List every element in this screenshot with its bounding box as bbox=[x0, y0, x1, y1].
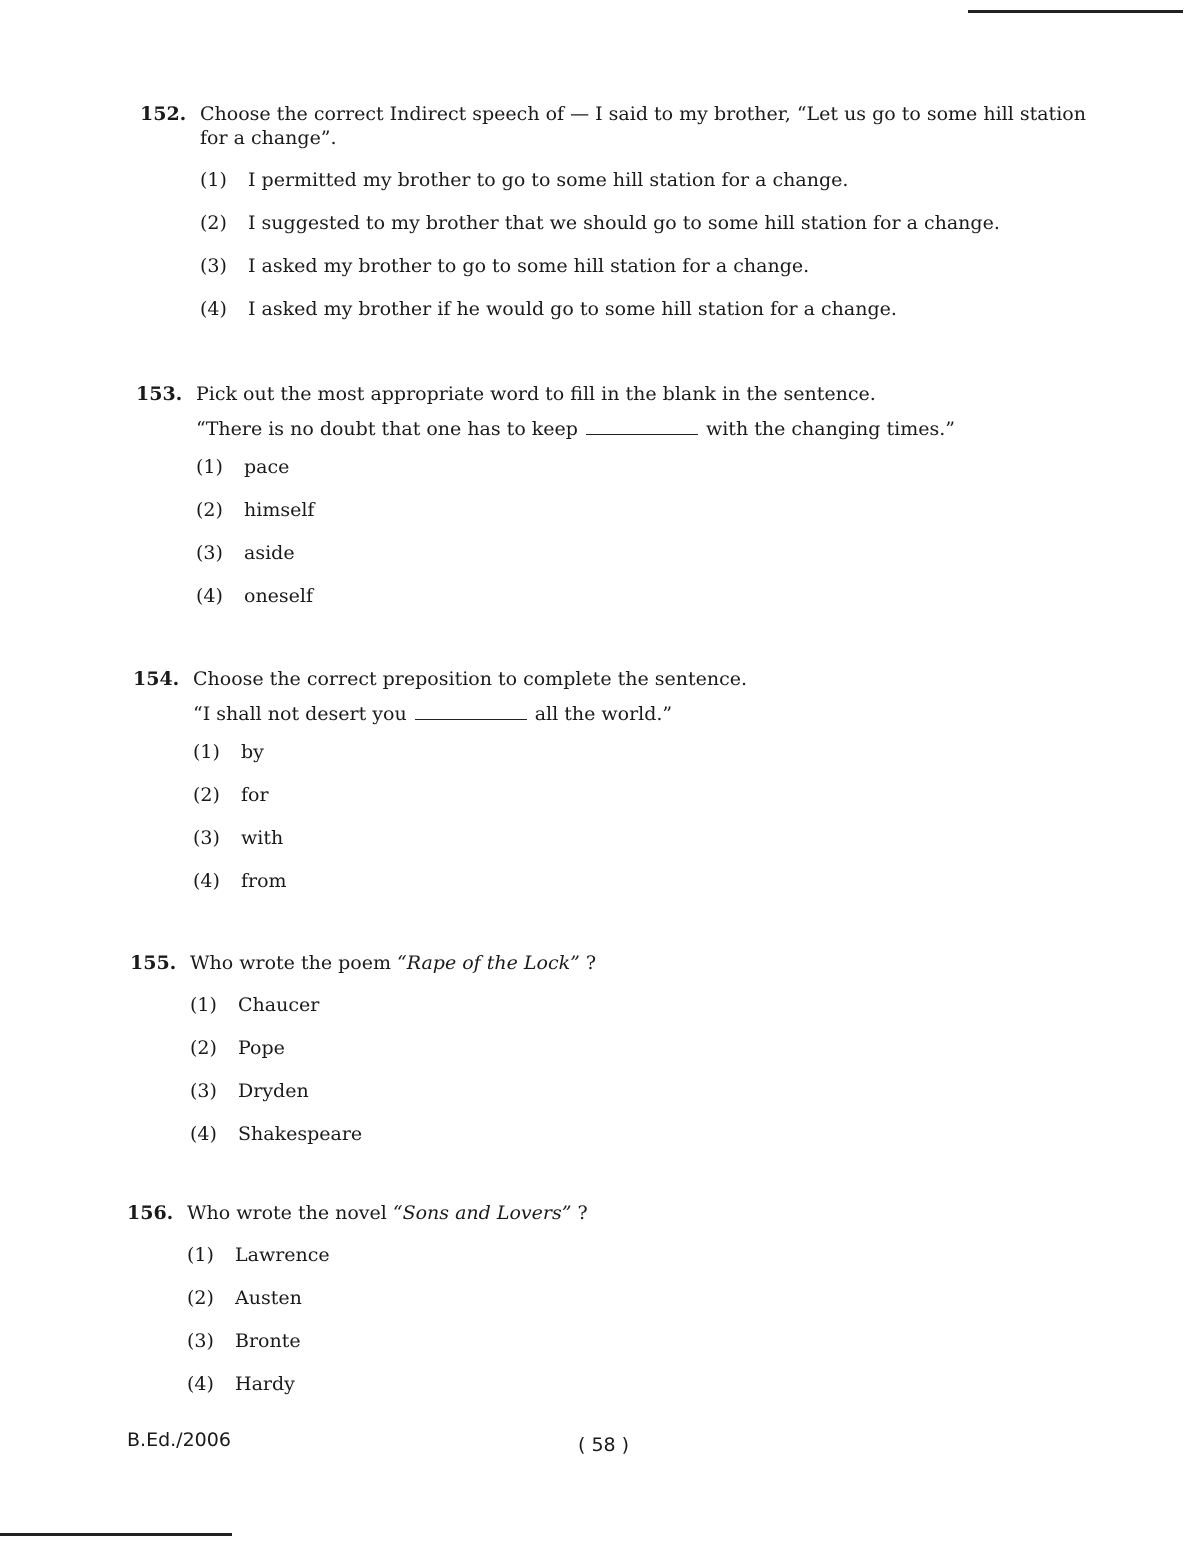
question-text-start: Who wrote the novel bbox=[187, 1202, 387, 1224]
option-number: (1) bbox=[190, 994, 217, 1016]
option-2 bbox=[187, 1286, 1047, 1329]
option-text: Bronte bbox=[235, 1330, 301, 1352]
option-number: (2) bbox=[187, 1287, 214, 1309]
option-number: (2) bbox=[196, 499, 223, 521]
sentence-end: with the changing times.” bbox=[705, 418, 955, 440]
sentence-end: all the world.” bbox=[534, 703, 673, 725]
option-4 bbox=[190, 1122, 1050, 1165]
question-text: Choose the correct preposition to complete the sentence. bbox=[193, 668, 748, 690]
question-text bbox=[190, 951, 1050, 975]
answer-blank bbox=[415, 701, 527, 720]
option-number: (1) bbox=[196, 456, 223, 478]
question-mark: ? bbox=[585, 952, 597, 974]
question-156 bbox=[127, 1201, 1047, 1415]
work-title: “Rape of the Lock” bbox=[397, 952, 580, 974]
option-number: (4) bbox=[193, 870, 220, 892]
option-number: (4) bbox=[187, 1373, 214, 1395]
question-155 bbox=[130, 951, 1050, 1165]
page-number: ( 58 ) bbox=[578, 1434, 630, 1456]
option-1 bbox=[200, 168, 1110, 211]
option-text: I suggested to my brother that we should go to some hill station for a change. bbox=[248, 212, 1000, 234]
option-text: pace bbox=[244, 456, 290, 478]
option-number: (1) bbox=[193, 741, 220, 763]
option-text: himself bbox=[244, 499, 315, 521]
option-text: for bbox=[241, 784, 269, 806]
option-number: (3) bbox=[196, 542, 223, 564]
option-number: (3) bbox=[190, 1080, 217, 1102]
question-number: 152. bbox=[140, 103, 187, 125]
option-3 bbox=[200, 254, 1110, 297]
question-text: Pick out the most appropriate word to fill in the blank in the sentence. bbox=[196, 383, 876, 405]
option-text: I asked my brother if he would go to some hill station for a change. bbox=[248, 298, 897, 320]
question-number: 153. bbox=[136, 383, 183, 405]
option-text: by bbox=[241, 741, 264, 763]
option-4 bbox=[196, 584, 1056, 627]
question-mark: ? bbox=[577, 1202, 588, 1224]
option-text: Austen bbox=[235, 1287, 302, 1309]
question-number: 156. bbox=[127, 1202, 174, 1224]
options-list bbox=[196, 455, 1056, 627]
sentence-start: “I shall not desert you bbox=[193, 703, 407, 725]
options-list bbox=[193, 740, 1053, 912]
option-number: (3) bbox=[193, 827, 220, 849]
option-number: (2) bbox=[200, 212, 227, 234]
options-list bbox=[187, 1243, 1047, 1415]
option-2 bbox=[196, 498, 1056, 541]
option-text: oneself bbox=[244, 585, 314, 607]
exam-code: B.Ed./2006 bbox=[127, 1429, 231, 1451]
top-rule bbox=[968, 10, 1183, 13]
question-text-start: Who wrote the poem bbox=[190, 952, 391, 974]
option-number: (3) bbox=[200, 255, 227, 277]
question-text: Choose the correct Indirect speech of — I said to my brother, “Let us go to some hill station for a change”. bbox=[200, 103, 1086, 149]
option-number: (2) bbox=[193, 784, 220, 806]
option-3 bbox=[187, 1329, 1047, 1372]
option-number: (2) bbox=[190, 1037, 217, 1059]
option-text: Lawrence bbox=[235, 1244, 330, 1266]
question-number: 154. bbox=[133, 668, 180, 690]
option-4 bbox=[200, 297, 1110, 340]
option-text: Shakespeare bbox=[238, 1123, 363, 1145]
option-1 bbox=[187, 1243, 1047, 1286]
option-text: aside bbox=[244, 542, 295, 564]
option-number: (1) bbox=[200, 169, 227, 191]
option-3 bbox=[193, 826, 1053, 869]
option-text: I asked my brother to go to some hill station for a change. bbox=[248, 255, 810, 277]
option-text: Hardy bbox=[235, 1373, 295, 1395]
option-3 bbox=[190, 1079, 1050, 1122]
question-153 bbox=[136, 382, 1056, 627]
option-2 bbox=[190, 1036, 1050, 1079]
option-text: Dryden bbox=[238, 1080, 309, 1102]
option-text: from bbox=[241, 870, 287, 892]
options-list bbox=[200, 168, 1110, 340]
options-list bbox=[190, 993, 1050, 1165]
question-text bbox=[187, 1201, 1047, 1225]
option-number: (4) bbox=[196, 585, 223, 607]
option-4 bbox=[187, 1372, 1047, 1415]
option-3 bbox=[196, 541, 1056, 584]
bottom-rule bbox=[0, 1533, 232, 1536]
option-2 bbox=[193, 783, 1053, 826]
option-number: (4) bbox=[200, 298, 227, 320]
option-text: with bbox=[241, 827, 284, 849]
question-number: 155. bbox=[130, 952, 177, 974]
option-2 bbox=[200, 211, 1110, 254]
option-1 bbox=[193, 740, 1053, 783]
fill-sentence bbox=[196, 416, 1056, 441]
option-text: Pope bbox=[238, 1037, 285, 1059]
option-1 bbox=[190, 993, 1050, 1036]
option-text: Chaucer bbox=[238, 994, 320, 1016]
question-154 bbox=[133, 667, 1053, 912]
question-152 bbox=[140, 102, 1110, 340]
fill-sentence bbox=[193, 701, 1053, 726]
work-title: “Sons and Lovers” bbox=[392, 1202, 572, 1224]
option-number: (4) bbox=[190, 1123, 217, 1145]
option-1 bbox=[196, 455, 1056, 498]
option-number: (1) bbox=[187, 1244, 214, 1266]
option-number: (3) bbox=[187, 1330, 214, 1352]
option-4 bbox=[193, 869, 1053, 912]
sentence-start: “There is no doubt that one has to keep bbox=[196, 418, 578, 440]
answer-blank bbox=[586, 416, 698, 435]
option-text: I permitted my brother to go to some hill station for a change. bbox=[248, 169, 849, 191]
